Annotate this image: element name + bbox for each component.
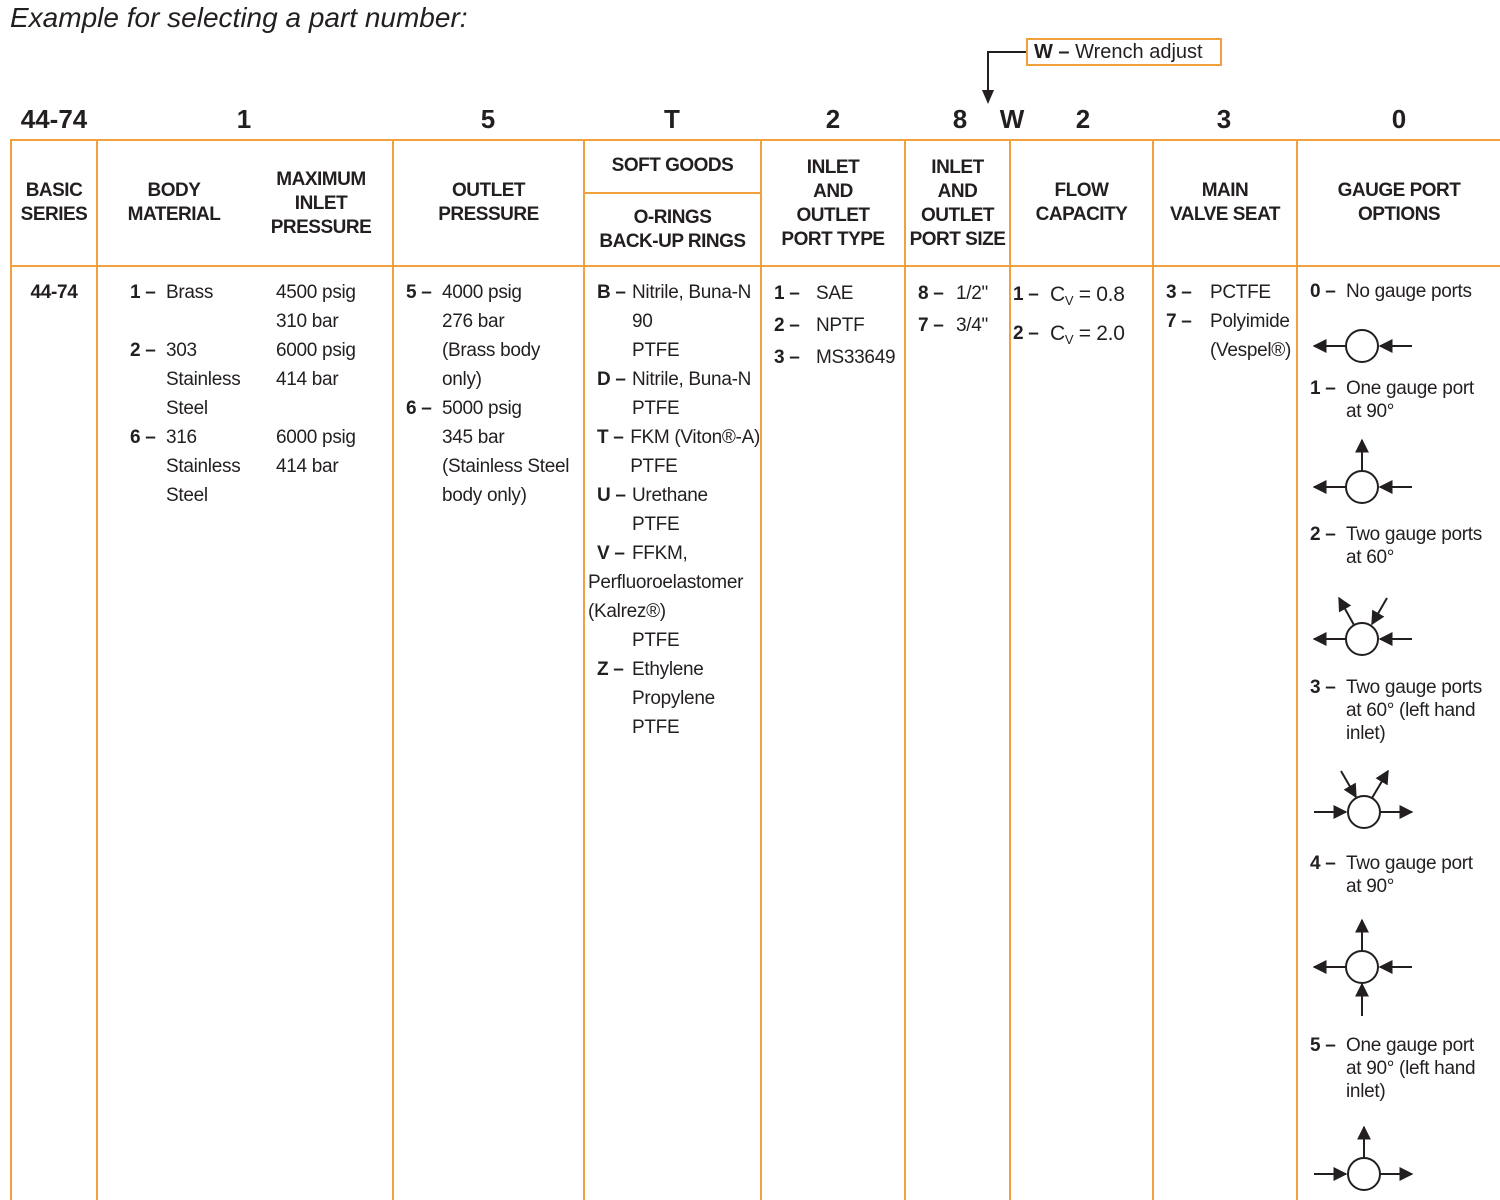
option-text: at 60° (left hand	[1346, 700, 1476, 721]
pn-port-size: 8	[952, 104, 968, 134]
option-code: 4 –	[1310, 853, 1336, 874]
pn-gauge-port: 0	[1391, 104, 1407, 134]
option-text: 1/2"	[956, 283, 988, 304]
option-code: 2 –	[1310, 524, 1336, 545]
pn-outlet-pressure: 5	[480, 104, 496, 134]
option-code: U –	[597, 485, 626, 506]
header-line: OPTIONS	[1357, 204, 1440, 225]
header-line: PRESSURE	[270, 217, 372, 238]
header-line: SERIES	[20, 204, 88, 225]
option-text: SAE	[816, 283, 854, 304]
option-text: only)	[442, 369, 482, 390]
header-line: BASIC	[25, 180, 83, 201]
option-text: FKM (Viton®-A)	[630, 427, 760, 448]
option-text: One gauge port	[1346, 378, 1474, 399]
option-text: (Stainless Steel	[442, 456, 570, 477]
option-code: V –	[597, 543, 625, 564]
pn-main-valve-seat: 3	[1216, 104, 1232, 134]
option-code: 7 –	[918, 315, 944, 336]
option-text: 90	[632, 311, 653, 332]
flow-coefficient: C	[1050, 322, 1065, 345]
header-line: MATERIAL	[127, 204, 221, 225]
option-text: Urethane	[632, 485, 708, 506]
header-line: MAXIMUM	[276, 169, 366, 190]
header-line: OUTLET	[921, 205, 994, 226]
option-text: Steel	[166, 485, 208, 506]
option-text: NPTF	[816, 315, 865, 336]
option-text: PTFE	[632, 340, 680, 361]
option-text: at 90°	[1346, 876, 1395, 897]
header-line: O-RINGS	[633, 207, 712, 228]
header-line: PRESSURE	[438, 204, 539, 225]
option-text: Polyimide	[1210, 311, 1290, 332]
option-code: 8 –	[918, 283, 944, 304]
option-text: Propylene	[632, 688, 715, 709]
basic-series-value: 44-74	[30, 282, 78, 303]
header-line: OUTLET	[796, 205, 870, 226]
two-ports-60-left-icon	[1314, 771, 1412, 828]
option-text: 345 bar	[442, 427, 505, 448]
option-text: One gauge port	[1346, 1035, 1474, 1056]
option-code: 3 –	[774, 347, 800, 368]
option-code: 5 –	[1310, 1035, 1336, 1056]
header-line: FLOW	[1054, 180, 1109, 201]
option-text: (Vespel®)	[1210, 340, 1292, 361]
option-text: at 90° (left hand	[1346, 1058, 1476, 1079]
option-text: (Kalrez®)	[588, 601, 666, 622]
option-code: 5 –	[406, 282, 432, 303]
option-code: B –	[597, 282, 626, 303]
option-code: 2 –	[130, 340, 156, 361]
option-code: 2 –	[1013, 323, 1039, 344]
option-code: 1 –	[1310, 378, 1336, 399]
pressure-value: 310 bar	[276, 311, 339, 332]
option-code: T –	[597, 427, 624, 448]
pn-wrench-adjust: W	[999, 104, 1025, 134]
header-line: AND	[813, 181, 853, 202]
option-text: Nitrile, Buna-N	[632, 282, 752, 303]
pn-soft-goods: T	[664, 104, 680, 134]
flow-value: = 2.0	[1078, 322, 1125, 345]
header-line: VALVE SEAT	[1169, 204, 1281, 225]
one-port-90-left-icon	[1314, 1127, 1412, 1190]
option-text: Brass	[166, 282, 214, 303]
option-text: 4000 psig	[442, 282, 522, 303]
pn-port-type: 2	[825, 104, 841, 134]
header-line: GAUGE PORT	[1337, 180, 1461, 201]
option-code: 1 –	[130, 282, 156, 303]
one-port-90-icon	[1314, 440, 1412, 503]
wrench-label: Wrench adjust	[1075, 41, 1203, 63]
pn-flow-capacity: 2	[1075, 104, 1091, 134]
two-ports-60-icon	[1314, 598, 1412, 655]
option-text: body only)	[442, 485, 527, 506]
pressure-value: 6000 psig	[276, 427, 356, 448]
option-text: Stainless	[166, 369, 241, 390]
option-text: Steel	[166, 398, 208, 419]
option-text: PTFE	[632, 630, 680, 651]
option-text: 303	[166, 340, 197, 361]
option-code: Z –	[597, 659, 624, 680]
header-line: AND	[937, 181, 978, 202]
option-text: 276 bar	[442, 311, 505, 332]
option-text: Nitrile, Buna-N	[632, 369, 752, 390]
option-text: PTFE	[630, 456, 678, 477]
option-text: Stainless	[166, 456, 241, 477]
option-text: inlet)	[1346, 1081, 1386, 1102]
option-text: Two gauge port	[1346, 853, 1473, 874]
intro-text: Example for selecting a part number:	[10, 2, 468, 33]
wrench-code: W –	[1034, 41, 1070, 63]
pressure-value: 4500 psig	[276, 282, 356, 303]
pressure-value: 6000 psig	[276, 340, 356, 361]
option-text: Perfluoroelastomer	[588, 572, 744, 593]
pn-basic-series: 44-74	[20, 104, 88, 134]
header-line: INLET	[294, 193, 348, 214]
option-code: 7 –	[1166, 311, 1192, 332]
header-line: PORT TYPE	[781, 229, 885, 250]
option-text: Ethylene	[632, 659, 704, 680]
option-text: (Brass body	[442, 340, 541, 361]
option-code: 0 –	[1310, 281, 1336, 302]
option-text: 316	[166, 427, 197, 448]
option-text: PTFE	[632, 398, 680, 419]
header-line: OUTLET	[452, 180, 525, 201]
flow-coefficient-subscript: V	[1064, 332, 1074, 347]
option-text: Two gauge ports	[1346, 677, 1482, 698]
flow-coefficient-subscript: V	[1064, 293, 1074, 308]
option-code: 3 –	[1310, 677, 1336, 698]
option-text: inlet)	[1346, 723, 1386, 744]
no-gauge-ports-icon	[1314, 330, 1412, 362]
pressure-value: 414 bar	[276, 456, 339, 477]
header-soft-goods: SOFT GOODS	[611, 155, 734, 176]
option-text: Two gauge ports	[1346, 524, 1482, 545]
option-code: D –	[597, 369, 626, 390]
header-line: INLET	[806, 157, 860, 178]
option-text: MS33649	[816, 347, 896, 368]
header-line: BACK-UP RINGS	[599, 231, 746, 252]
option-code: 1 –	[1013, 284, 1039, 305]
header-line: INLET	[931, 157, 984, 178]
header-line: PORT SIZE	[909, 229, 1006, 250]
option-text: 3/4"	[956, 315, 988, 336]
option-text: PTFE	[632, 514, 680, 535]
option-code: 1 –	[774, 283, 800, 304]
option-text: at 90°	[1346, 401, 1395, 422]
option-text: FFKM,	[632, 543, 688, 564]
header-line: CAPACITY	[1035, 204, 1128, 225]
option-code: 6 –	[406, 398, 432, 419]
option-text: 5000 psig	[442, 398, 522, 419]
flow-coefficient: C	[1050, 283, 1065, 306]
flow-value: = 0.8	[1078, 283, 1125, 306]
header-line: MAIN	[1201, 180, 1249, 201]
option-text: PTFE	[632, 717, 680, 738]
option-code: 3 –	[1166, 282, 1192, 303]
option-text: No gauge ports	[1346, 281, 1472, 302]
header-line: BODY	[147, 180, 201, 201]
option-text: at 60°	[1346, 547, 1395, 568]
option-text: PCTFE	[1210, 282, 1271, 303]
option-code: 2 –	[774, 315, 800, 336]
two-ports-90-icon	[1314, 920, 1412, 1016]
pn-body-material: 1	[236, 104, 252, 134]
pressure-value: 414 bar	[276, 369, 339, 390]
option-code: 6 –	[130, 427, 156, 448]
